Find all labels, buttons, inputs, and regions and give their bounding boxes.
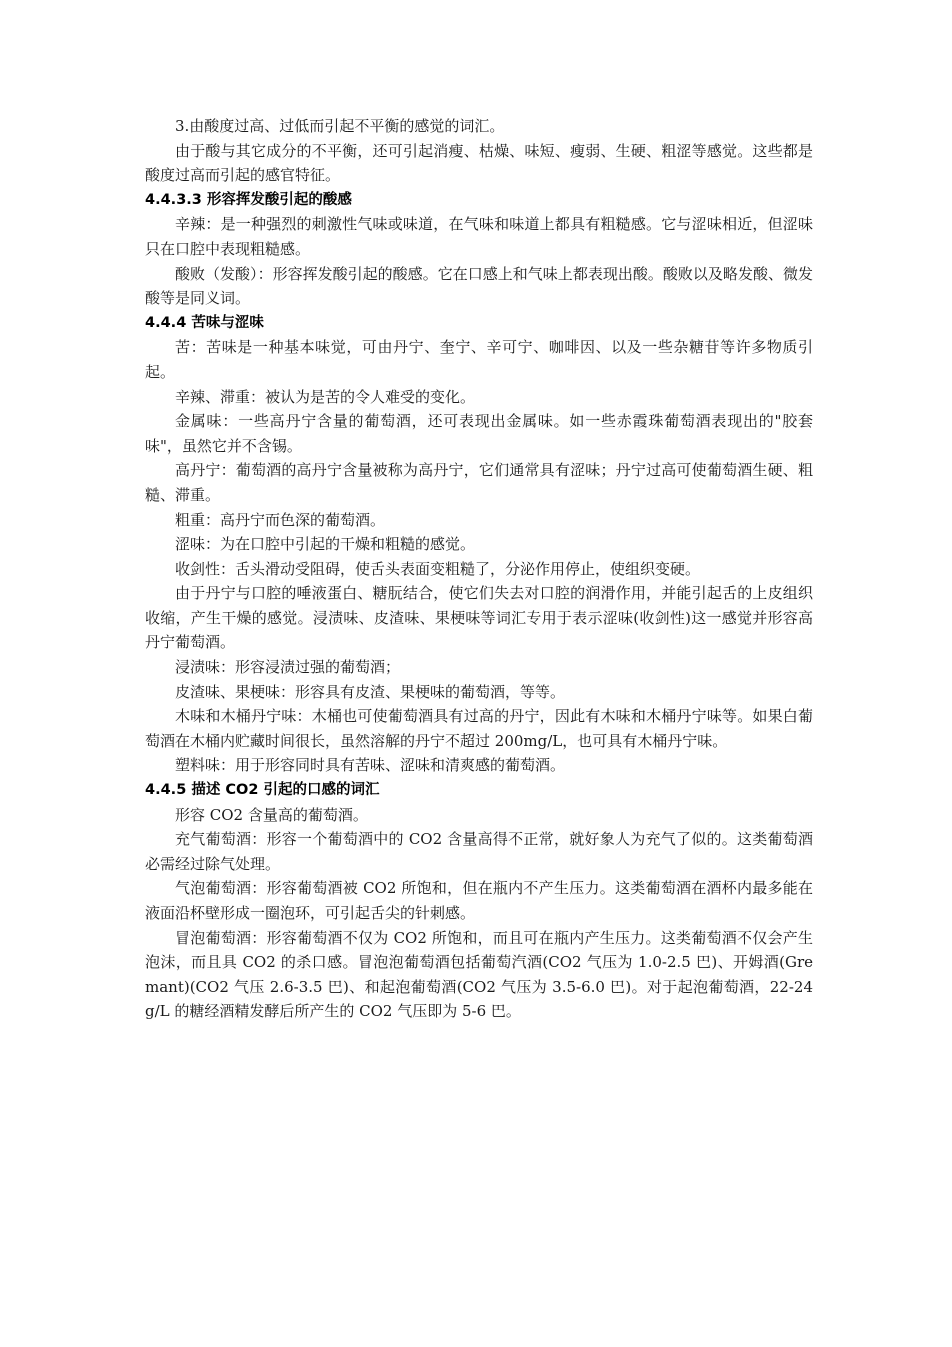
section-heading: 4.4.3.3 形容挥发酸引起的酸感 <box>145 191 352 208</box>
paragraph: 酸败（发酸）：形容挥发酸引起的酸感。它在口感上和气味上都表现出酸。酸败以及略发酸、微发酸等是同义词。 <box>145 264 813 308</box>
paragraph: 3.由酸度过高、过低而引起不平衡的感觉的词汇。 <box>175 117 505 135</box>
paragraph: 由于丹宁与口腔的唾液蛋白、糖朊结合，使它们失去对口腔的润滑作用，并能引起舌的上皮组织收缩，产生干燥的感觉。浸渍味、皮渣味、果梗味等词汇专用于表示涩味(收剑性)这一感觉并形容高丹宁葡萄酒。 <box>145 584 813 652</box>
paragraph: 形容 CO2 含量高的葡萄酒。 <box>175 805 368 824</box>
paragraph: 辛辣：是一种强烈的刺激性气味或味道，在气味和味道上都具有粗糙感。它与涩味相近，但涩味只在口腔中表现粗糙感。 <box>145 215 813 258</box>
paragraph: 充气葡萄酒：形容一个葡萄酒中的 CO2 含量高得不正常，就好象人为充气了似的。这类葡萄酒必需经过除气处理。 <box>145 830 813 873</box>
paragraph: 苦：苦味是一种基本味觉，可由丹宁、奎宁、辛可宁、咖啡因、以及一些杂糖苷等许多物质引起。 <box>145 338 813 381</box>
paragraph: 粗重：高丹宁而色深的葡萄酒。 <box>175 510 386 529</box>
paragraph: 塑料味：用于形容同时具有苦味、涩味和清爽感的葡萄酒。 <box>175 756 566 775</box>
section-heading: 4.4.5 描述 CO2 引起的口感的词汇 <box>145 782 380 799</box>
paragraph: 收剑性：舌头滑动受阻碍，使舌头表面变粗糙了，分泌作用停止，使组织变硬。 <box>175 559 701 578</box>
document-page <box>145 114 813 1024</box>
paragraph: 气泡葡萄酒：形容葡萄酒被 CO2 所饱和，但在瓶内不产生压力。这类葡萄酒在酒杯内最多能在液面沿杯壁形成一圈泡环，可引起舌尖的针刺感。 <box>145 879 813 922</box>
paragraph: 金属味：一些高丹宁含量的葡萄酒，还可表现出金属味。如一些赤霞珠葡萄酒表现出的"胶套味"，虽然它并不含锡。 <box>145 412 813 455</box>
paragraph: 高丹宁：葡萄酒的高丹宁含量被称为高丹宁，它们通常具有涩味；丹宁过高可使葡萄酒生硬、粗糙、滞重。 <box>145 461 813 504</box>
paragraph: 由于酸与其它成分的不平衡，还可引起消瘦、枯燥、味短、瘦弱、生硬、粗涩等感觉。这些都是酸度过高而引起的感官特征。 <box>145 141 813 185</box>
paragraph: 浸渍味：形容浸渍过强的葡萄酒； <box>175 658 401 677</box>
paragraph: 皮渣味、果梗味：形容具有皮渣、果梗味的葡萄酒，等等。 <box>175 682 566 701</box>
paragraph: 冒泡葡萄酒：形容葡萄酒不仅为 CO2 所饱和，而且可在瓶内产生压力。这类葡萄酒不仅会产生泡沫，而且具 CO2 的杀口感。冒泡泡葡萄酒包括葡萄汽酒(CO2 气压为 1.0-2.5 巴)、开姆酒(Gremant)(CO2 气压 2.6-3.5 巴)、和起泡葡萄酒(CO2 气压为 3.5-6.0 巴)。对于起泡葡萄酒，22-24g/L 的糖经酒精发酵后所产生的 CO2 气压即为 5-6 巴。 <box>145 928 813 1021</box>
paragraph: 木味和木桶丹宁味：木桶也可使葡萄酒具有过高的丹宁，因此有木味和木桶丹宁味等。如果白葡萄酒在木桶内贮藏时间很长，虽然溶解的丹宁不超过 200mg/L，也可具有木桶丹宁味。 <box>145 707 813 750</box>
paragraph: 涩味：为在口腔中引起的干燥和粗糙的感觉。 <box>175 535 476 554</box>
paragraph: 辛辣、滞重：被认为是苦的令人难受的变化。 <box>175 387 476 406</box>
section-heading: 4.4.4 苦味与涩味 <box>145 314 264 331</box>
